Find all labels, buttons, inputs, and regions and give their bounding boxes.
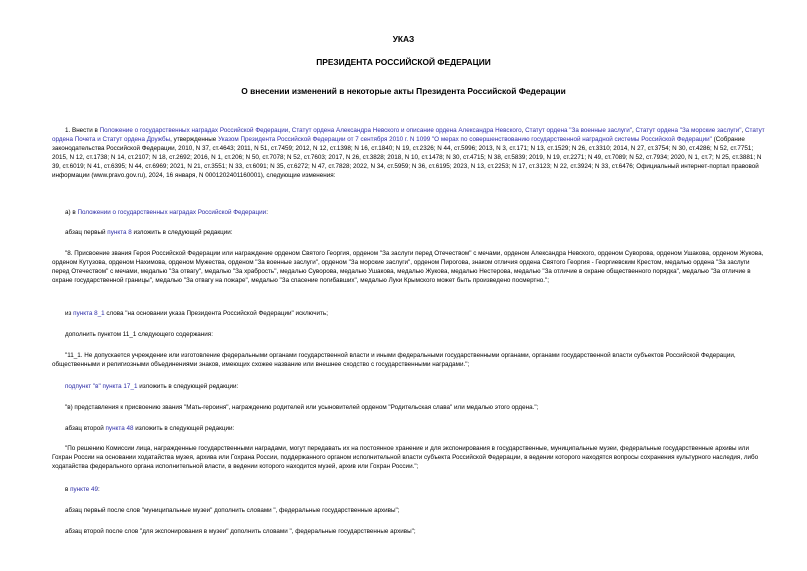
text-span: , утвержденные <box>170 136 219 144</box>
link-regulation-awards[interactable]: Положение о государственных наградах Российской Федерации <box>99 127 289 134</box>
link-decree-1099[interactable]: Указом Президента Российской Федерации от 7 сентября 2010 г. N 1099 "О мерах по совершенствованию государственной наградной системы Российской Федерации" <box>218 136 712 144</box>
instruction-par17-1 <box>52 382 768 391</box>
instruction-par49 <box>52 485 768 494</box>
instruction-par8-1 <box>52 309 768 318</box>
text-span: а) в <box>65 209 78 216</box>
link-point-8[interactable]: пункта 8 <box>107 229 132 236</box>
quote-par11-1: "11_1. Не допускается учреждение или изготовление федеральными органами государственной власти и иными федеральными государственными органами, органами государственной власти субъектов Российской Федерации, общественными и религиозными объединениями знаков, имеющих схожее название или внешнее сходство с государственными наградами."; <box>52 352 736 369</box>
link-subpoint-v-17-1[interactable]: подпункт "в" пункта 17_1 <box>65 383 138 390</box>
text-span: 1. Внести в <box>65 127 100 134</box>
paragraph-1 <box>52 126 768 181</box>
link-statute-honor-friendship[interactable]: Статут ордена Почета и Статут ордена Дружбы <box>52 127 765 144</box>
text-span: изложить в следующей редакции: <box>131 229 233 236</box>
link-statute-nevsky[interactable]: Статут ордена Александра Невского и описание ордена Александра Невского <box>291 127 522 134</box>
text-span: (Собрание законодательства Российской Федерации, 2010, N 37, ст.4643; 2011, N 51, ст.7459; 2012, N 12, ст.1398; N 16, ст.1840; N 19, ст.2326; N 44, ст.5996; 2013, N 3, ст.171; N 13, ст.1529; N 26, ст.3310; 2014, N 27, ст.3754; N 30, ст.4286; N 52, ст.7751; 2015, N 12, ст.1738; N 14, ст.2107; N 18, ст.2692; 2016, N 1, ст.206; N 50, ст.7078; N 52, ст.7603; 2017, N 26, ст.3828; 2018, N 10, ст.1478; N 30, ст.4715; N 38, ст.5839; 2019, N 19, ст.2271; N 49, ст.7089; N 52, ст.7934; 2020, N 1, ст.7; N 25, ст.3881; N 39, ст.6019; N 41, ст.6395; N 44, ст.6969; 2021, N 21, ст.3551; N 33, ст.6091; N 35, ст.6272; N 47, ст.7828; 2022, N 34, ст.5959; N 36, ст.6195; 2023, N 13, ст.2253; N 17, ст.3123; N 22, ст.3924; N 33, ст.6476; Официальный интернет-портал правовой информации (www.pravo.gov.ru), 2024, 16 января, N 0001202401160001), следующие изменения: <box>52 136 762 180</box>
text-span: , <box>741 127 745 134</box>
text-span: , <box>521 127 526 134</box>
text-span: слова "на основании указа Президента Российской Федерации" исключить; <box>104 310 328 317</box>
text-span: : <box>266 209 268 216</box>
text-span: , <box>288 127 292 134</box>
link-statute-military-merit[interactable]: Статут ордена "За военные заслуги" <box>525 127 633 134</box>
text-span: , <box>632 127 636 134</box>
link-point-8-1[interactable]: пункта 8_1 <box>73 310 105 317</box>
quote-par8: "8. Присвоение звания Героя Российской Федерации или награждение орденом Святого Георгия, орденом "За заслуги перед Отечеством" с мечами, орденом Александра Невского, орденом Суворова, орденом Ушакова, орденом Жукова, орденом Кутузова, орденом Нахимова, орденом Мужества, орденом "За военные заслуги", орденом "За морские заслуги", орденом Пирогова, знаком отличия ордена Святого Георгия - Георгиевским Крестом, медалью ордена "За заслуги перед Отечеством" с мечами, медалью "За отвагу", медалью "За храбрость", медалью Суворова, медалью Ушакова, медалью Жукова, медалью Нестерова, медалью "За отличие в охране общественного порядка", медалью "За отличие в охране государственной границы", медалью "За отвагу на пожаре", медалью "За спасение погибавших", медалью Луки Крымского может быть произведено посмертно."; <box>52 250 764 285</box>
text-span: из <box>65 310 74 317</box>
link-statute-naval-merit[interactable]: Статут ордена "За морские заслуги" <box>635 127 742 134</box>
text-span: : <box>98 486 100 493</box>
instruction-par48 <box>52 424 768 433</box>
text-span: изложить в следующей редакции: <box>137 383 239 390</box>
decree-title: УКАЗ <box>392 34 415 44</box>
text-span: изложить в следующей редакции: <box>133 425 235 432</box>
link-point-49[interactable]: пункте 49 <box>70 486 99 493</box>
decree-subtitle: О внесении изменений в некоторые акты Президента Российской Федерации <box>241 86 566 96</box>
instruction-par49-abz1: абзац первый после слов "муниципальные музеи" дополнить словами ", федеральные государственные архивы"; <box>65 507 400 514</box>
text-span: в <box>65 486 71 493</box>
link-point-48[interactable]: пункта 48 <box>105 425 134 432</box>
text-span: абзац первый <box>65 229 108 236</box>
link-regulation-awards-2[interactable]: Положении о государственных наградах Российской Федерации <box>77 209 267 216</box>
instruction-par49-abz2: абзац второй после слов "для экспонирования в музеи" дополнить словами ", федеральные государственные архивы"; <box>65 528 416 535</box>
subparagraph-a <box>52 208 768 217</box>
quote-par48: "По решению Комиссии лица, награжденные государственными наградами, могут передавать их на постоянное хранение и для экспонирования в государственные, муниципальные музеи, федеральные государственные архивы или Гохран России на основании ходатайства музея, архива или Гохрана России, поддержанного органом исполнительной власти субъекта Российской Федерации, в ведении которого находятся вопросы сохранения культурного наследия, либо ходатайства федерального органа исполнительной власти, в ведении которого находится музей, архив или Гохран России."; <box>52 445 759 471</box>
instruction-par8 <box>52 228 768 237</box>
decree-issuer: ПРЕЗИДЕНТА РОССИЙСКОЙ ФЕДЕРАЦИИ <box>316 57 491 67</box>
instruction-add-11-1: дополнить пунктом 11_1 следующего содержания: <box>65 331 213 338</box>
text-span: абзац второй <box>65 425 106 432</box>
quote-sub-v: "в) представления к присвоению звания "Мать-героиня", награждению родителей или усыновителей орденом "Родительская слава" или медалью этого ордена."; <box>65 404 539 411</box>
